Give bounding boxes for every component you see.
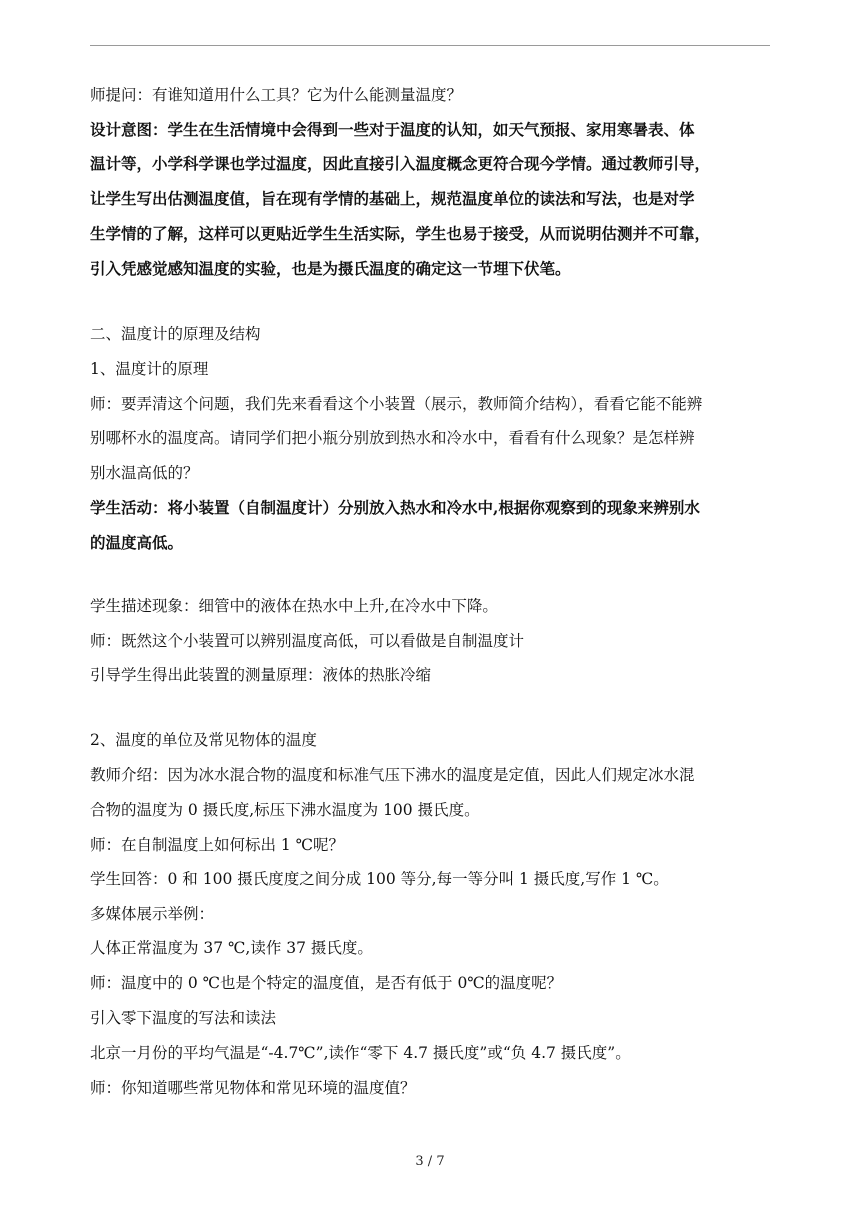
emphasis-line: 引入凭感觉感知温度的实验，也是为摄氏温度的确定这一节埋下伏笔。 (90, 259, 571, 278)
text-line: 教师介绍：因为冰水混合物的温度和标准气压下沸水的温度是定值，因此人们规定冰水混 (90, 766, 695, 784)
text-line: 二、温度计的原理及结构 (90, 325, 261, 343)
text-line: 师：温度中的 0 ℃也是个特定的温度值，是否有低于 0℃的温度呢？ (90, 974, 563, 992)
text-line: 师：你知道哪些常见物体和常见环境的温度值？ (90, 1079, 416, 1097)
text-line: 学生回答：0 和 100 摄氏度度之间分成 100 等分,每一等分叫 1 摄氏度,写作 1 ℃。 (90, 870, 669, 888)
text-line: 师：在自制温度上如何标出 1 ℃呢？ (90, 836, 345, 854)
emphasis-line: 学生活动：将小装置（自制温度计）分别放入热水和冷水中,根据你观察到的现象来辨别水 (90, 498, 700, 517)
text-line: 别哪杯水的温度高。请同学们把小瓶分别放到热水和冷水中，看看有什么现象？是怎样辨 (90, 429, 695, 447)
text-line: 师：要弄清这个问题，我们先来看看这个小装置（展示，教师简介结构），看看它能不能辨 (90, 395, 703, 413)
text-line: 别水温高低的？ (90, 464, 199, 482)
emphasis-line: 的温度高低。 (90, 533, 184, 552)
text-line: 北京一月份的平均气温是“-4.7℃”,读作“零下 4.7 摄氏度”或“负 4.7 摄氏度”。 (90, 1044, 631, 1062)
text-line: 合物的温度为 0 摄氏度,标压下沸水温度为 100 摄氏度。 (90, 801, 480, 819)
text-line: 1、温度计的原理 (90, 360, 209, 378)
text-line: 引入零下温度的写法和读法 (90, 1009, 277, 1027)
emphasis-line: 设计意图：学生在生活情境中会得到一些对于温度的认知，如天气预报、家用寒暑表、体 (90, 120, 695, 139)
text-line: 2、温度的单位及常见物体的温度 (90, 731, 317, 749)
header-rule (90, 45, 770, 46)
emphasis-line: 生学情的了解，这样可以更贴近学生生活实际，学生也易于接受，从而说明估测并不可靠， (90, 224, 711, 243)
text-line: 引导学生得出此装置的测量原理：液体的热胀冷缩 (90, 666, 432, 684)
page-number: 3 / 7 (415, 1154, 445, 1169)
text-line: 人体正常温度为 37 ℃,读作 37 摄氏度。 (90, 939, 373, 957)
emphasis-line: 让学生写出估测温度值，旨在现有学情的基础上，规范温度单位的读法和写法，也是对学 (90, 189, 695, 208)
text-line: 多媒体展示举例： (90, 905, 215, 923)
text-line: 学生描述现象：细管中的液体在热水中上升,在冷水中下降。 (90, 597, 498, 615)
emphasis-line: 温计等，小学科学课也学过温度，因此直接引入温度概念更符合现今学情。通过教师引导， (90, 154, 711, 173)
text-line: 师：既然这个小装置可以辨别温度高低，可以看做是自制温度计 (90, 632, 525, 650)
text-line: 师提问：有谁知道用什么工具？它为什么能测量温度？ (90, 86, 463, 104)
